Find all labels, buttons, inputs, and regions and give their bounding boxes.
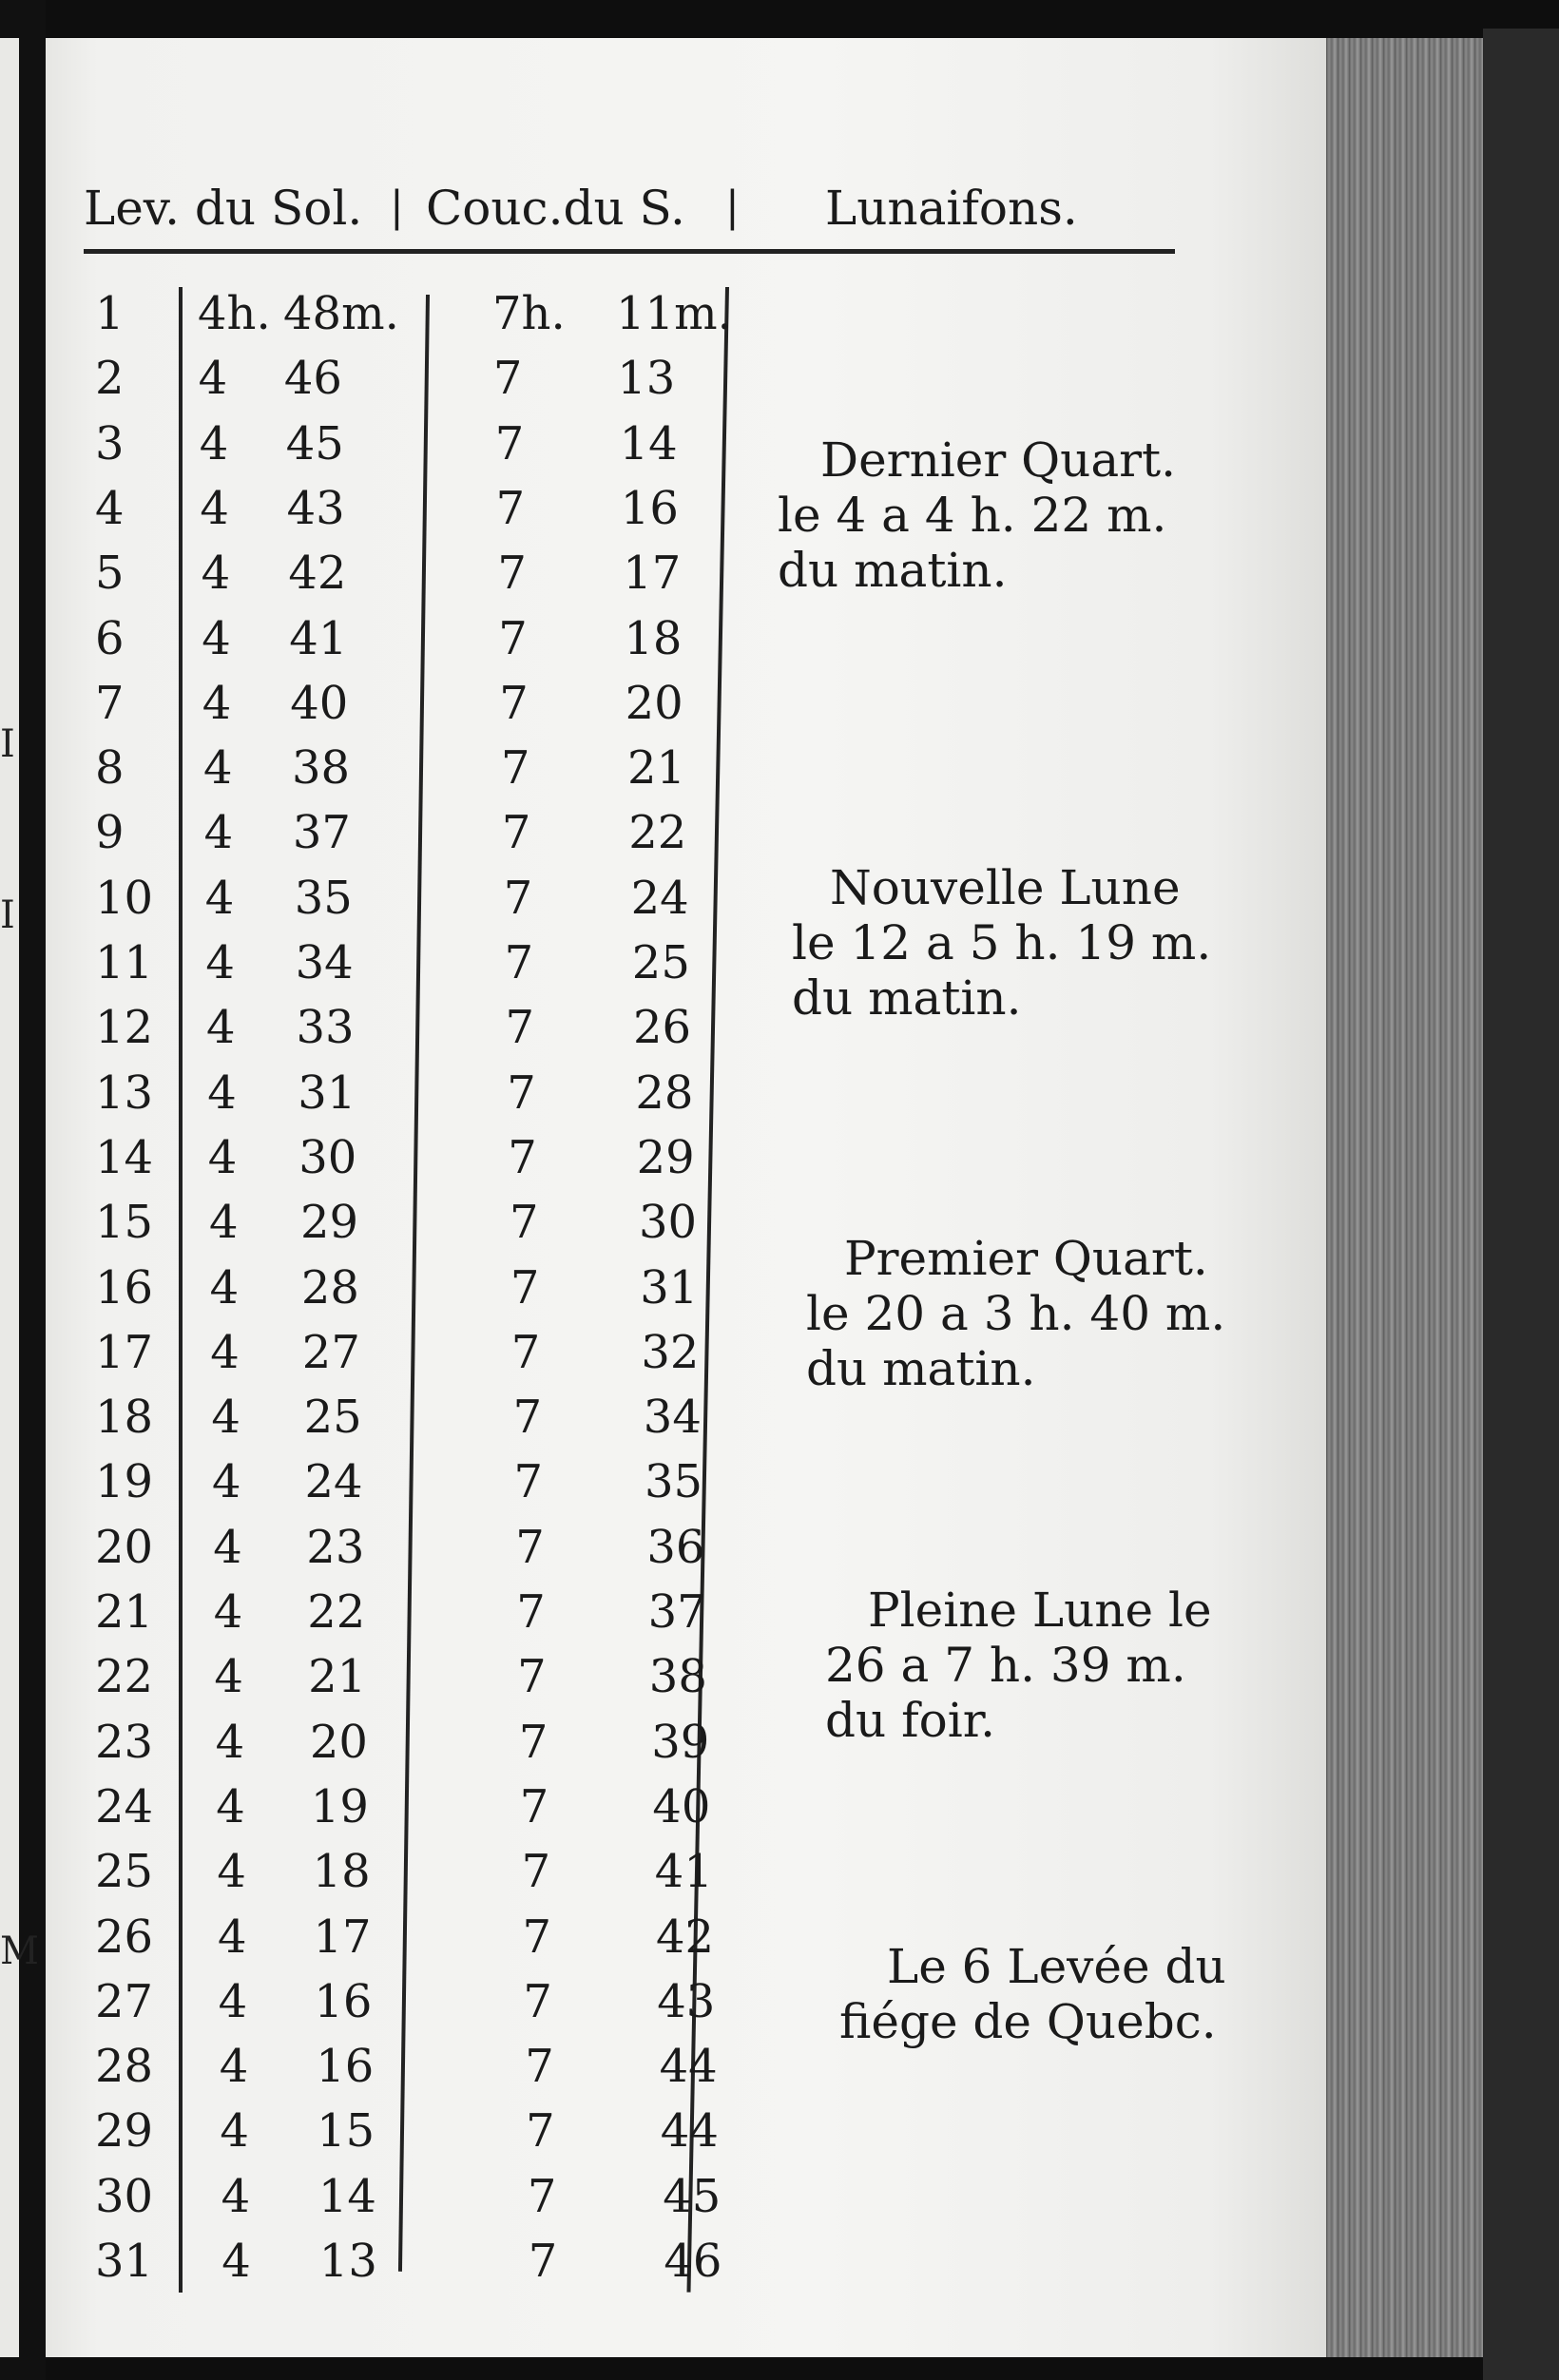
day-cell: 14 xyxy=(95,1130,154,1184)
day-cell: 16 xyxy=(95,1260,154,1315)
day-cell: 7 xyxy=(95,676,125,730)
sunrise-hour-cell: 4 xyxy=(207,1065,237,1120)
day-cell: 23 xyxy=(95,1715,154,1769)
sunset-hour-cell: 7 xyxy=(507,1065,536,1120)
sunrise-hour-cell: 4 xyxy=(202,611,231,665)
sunrise-minute-cell: 42 xyxy=(288,547,347,601)
sunset-minute-cell: 22 xyxy=(628,806,687,860)
table-row xyxy=(46,1455,1338,1522)
table-row xyxy=(46,1066,1338,1133)
sunrise-hour-cell: 4h. xyxy=(198,287,271,340)
sunset-hour-cell: 7 xyxy=(501,806,531,860)
phase-line: le 20 a 3 h. 40 m. xyxy=(806,1286,1226,1341)
sunset-hour-cell: 7 xyxy=(513,1455,544,1509)
sunset-minute-cell: 16 xyxy=(620,481,679,535)
sunset-hour-cell: 7 xyxy=(498,611,528,665)
day-cell: 26 xyxy=(95,1910,154,1964)
sunset-minute-cell: 25 xyxy=(631,936,690,989)
day-cell: 11 xyxy=(95,936,154,989)
margin-letter: I xyxy=(0,722,15,766)
sunset-hour-cell: 7 xyxy=(504,936,534,989)
sunrise-hour-cell: 4 xyxy=(212,1455,241,1509)
phase-line: du matin. xyxy=(778,543,1008,598)
day-cell: 27 xyxy=(95,1974,154,2028)
day-cell: 28 xyxy=(95,2040,154,2094)
day-cell: 3 xyxy=(95,416,125,470)
phase-line: fiége de Quebc. xyxy=(839,1994,1217,2049)
day-cell: 19 xyxy=(95,1455,154,1509)
day-cell: 24 xyxy=(95,1779,154,1833)
sunrise-minute-cell: 31 xyxy=(298,1065,356,1120)
day-cell: 22 xyxy=(95,1650,154,1704)
sunset-hour-cell: 7 xyxy=(508,1130,537,1184)
sunset-minute-cell: 36 xyxy=(646,1520,705,1574)
sunrise-minute-cell: 40 xyxy=(290,676,349,730)
sunrise-minute-cell: 38 xyxy=(292,741,351,796)
phase-line: du matin. xyxy=(792,970,1022,1026)
day-cell: 21 xyxy=(95,1585,154,1639)
sunset-hour-cell: 7 xyxy=(518,1715,549,1769)
sunrise-hour-cell: 4 xyxy=(201,547,231,601)
sunset-hour-cell: 7 xyxy=(528,2235,558,2288)
sunrise-minute-cell: 28 xyxy=(300,1260,359,1315)
sunrise-minute-cell: 25 xyxy=(303,1391,362,1445)
day-cell: 12 xyxy=(95,1001,154,1055)
sunset-hour-cell: 7 xyxy=(527,2169,557,2223)
sunrise-hour-cell: 4 xyxy=(217,1845,246,1899)
table-row xyxy=(46,1131,1338,1198)
sunrise-hour-cell: 4 xyxy=(200,481,229,535)
sunset-minute-cell: 28 xyxy=(635,1065,694,1120)
table-row xyxy=(46,2170,1338,2236)
day-cell: 25 xyxy=(95,1845,154,1899)
sunset-minute-cell: 44 xyxy=(660,2104,719,2159)
sunset-hour-cell: 7 xyxy=(510,1260,540,1315)
sunrise-minute-cell: 20 xyxy=(309,1715,368,1769)
sunrise-minute-cell: 15 xyxy=(317,2104,375,2159)
sunrise-hour-cell: 4 xyxy=(203,741,233,796)
table-row xyxy=(46,1391,1338,1457)
phase-line: le 4 a 4 h. 22 m. xyxy=(778,488,1167,543)
phase-line: Premier Quart. xyxy=(844,1231,1208,1286)
sunrise-minute-cell: 22 xyxy=(307,1585,366,1639)
table-row xyxy=(46,741,1338,808)
day-cell: 13 xyxy=(95,1065,154,1120)
sunrise-hour-cell: 4 xyxy=(210,1325,240,1379)
sunrise-minute-cell: 17 xyxy=(313,1910,372,1964)
sunrise-minute-cell: 33 xyxy=(296,1001,355,1055)
sunrise-hour-cell: 4 xyxy=(220,2104,249,2159)
sunset-hour-cell: 7 xyxy=(525,2040,554,2094)
header-sunrise: Lev. du Sol. xyxy=(84,181,363,236)
sunset-minute-cell: 14 xyxy=(619,416,678,470)
sunrise-hour-cell: 4 xyxy=(206,1001,236,1055)
day-cell: 6 xyxy=(95,611,125,665)
sunrise-hour-cell: 4 xyxy=(204,871,235,925)
day-cell: 2 xyxy=(95,352,125,406)
sunset-hour-cell: 7 xyxy=(505,1001,535,1055)
sunrise-minute-cell: 19 xyxy=(310,1779,369,1833)
sunset-hour-cell: 7 xyxy=(499,676,529,730)
sunrise-hour-cell: 4 xyxy=(218,1910,247,1964)
day-cell: 9 xyxy=(95,806,125,860)
sunset-hour-cell: 7 xyxy=(510,1325,541,1379)
sunrise-minute-cell: 34 xyxy=(295,936,354,989)
sunset-minute-cell: 34 xyxy=(643,1391,702,1445)
sunrise-hour-cell: 4 xyxy=(211,1391,241,1445)
sunrise-hour-cell: 4 xyxy=(218,1974,248,2028)
header-rule xyxy=(84,249,1175,254)
sunset-minute-cell: 24 xyxy=(630,871,689,925)
sunset-hour-cell: 7 xyxy=(521,1845,551,1899)
sunset-hour-cell: 7 xyxy=(501,741,530,796)
sunset-hour-cell: 7 xyxy=(526,2104,555,2159)
sunrise-minute-cell: 14 xyxy=(318,2169,376,2223)
phase-line: Dernier Quart. xyxy=(820,432,1177,488)
sunset-hour-cell: 7 xyxy=(523,1974,552,2028)
phase-line: du foir. xyxy=(825,1693,996,1748)
table-row xyxy=(46,1845,1338,1911)
sunset-hour-cell: 7 xyxy=(516,1585,546,1639)
sunset-hour-cell: 7h. xyxy=(492,287,566,340)
note-siege-quebec xyxy=(839,1939,1226,2049)
sunset-minute-cell: 17 xyxy=(623,547,682,601)
table-row xyxy=(46,2104,1338,2171)
day-cell: 8 xyxy=(95,741,125,796)
sunset-hour-cell: 7 xyxy=(517,1650,547,1704)
margin-letter: I xyxy=(0,893,15,937)
sunrise-minute-cell: 23 xyxy=(306,1520,365,1574)
header-sunset: Couc.du S. xyxy=(426,181,685,236)
day-cell: 4 xyxy=(95,481,125,535)
phase-line: Nouvelle Lune xyxy=(830,860,1181,915)
phase-line: Le 6 Levée du xyxy=(887,1939,1226,1994)
phase-line: 26 a 7 h. 39 m. xyxy=(825,1638,1186,1693)
sunrise-minute-cell: 21 xyxy=(308,1650,367,1704)
table-row xyxy=(46,2235,1338,2301)
sunset-minute-cell: 38 xyxy=(648,1650,707,1704)
sunset-minute-cell: 46 xyxy=(664,2235,722,2288)
day-cell: 1 xyxy=(95,287,125,340)
sunrise-minute-cell: 41 xyxy=(289,611,348,665)
sunrise-hour-cell: 4 xyxy=(216,1779,245,1833)
sunset-minute-cell: 26 xyxy=(633,1001,692,1055)
sunrise-minute-cell: 48m. xyxy=(283,287,399,340)
sunset-minute-cell: 42 xyxy=(656,1910,715,1964)
sunrise-minute-cell: 45 xyxy=(285,416,344,470)
phase-first-quarter xyxy=(806,1231,1225,1396)
sunrise-minute-cell: 16 xyxy=(314,1974,373,2028)
day-cell: 18 xyxy=(95,1391,154,1445)
day-cell: 15 xyxy=(95,1196,154,1250)
sunrise-hour-cell: 4 xyxy=(199,416,229,470)
sunrise-hour-cell: 4 xyxy=(221,2169,251,2223)
sunrise-hour-cell: 4 xyxy=(202,676,232,730)
sunset-hour-cell: 7 xyxy=(497,547,527,601)
day-cell: 29 xyxy=(95,2104,154,2159)
sunrise-hour-cell: 4 xyxy=(203,806,234,860)
table-row xyxy=(46,2040,1338,2106)
table-row xyxy=(46,287,1338,354)
sunrise-hour-cell: 4 xyxy=(213,1585,243,1639)
sunset-minute-cell: 11m. xyxy=(616,287,732,340)
table-row xyxy=(46,677,1338,743)
margin-letter: M xyxy=(0,1929,39,1973)
sunset-hour-cell: 7 xyxy=(503,871,533,925)
sunrise-hour-cell: 4 xyxy=(215,1715,245,1769)
sunrise-minute-cell: 27 xyxy=(301,1325,360,1379)
sunrise-hour-cell: 4 xyxy=(213,1520,242,1574)
sunset-hour-cell: 7 xyxy=(519,1779,549,1833)
day-cell: 5 xyxy=(95,547,125,601)
sunrise-minute-cell: 24 xyxy=(304,1455,363,1509)
table-row xyxy=(46,1521,1338,1587)
header-separator: | xyxy=(725,182,740,231)
header-lunations: Lunaifons. xyxy=(825,181,1078,236)
sunrise-minute-cell: 16 xyxy=(316,2040,375,2094)
sunrise-hour-cell: 4 xyxy=(209,1196,239,1250)
table-row xyxy=(46,612,1338,679)
sunset-minute-cell: 32 xyxy=(641,1325,700,1379)
phase-line: le 12 a 5 h. 19 m. xyxy=(792,915,1212,970)
day-cell: 31 xyxy=(95,2235,154,2288)
sunset-minute-cell: 20 xyxy=(625,676,683,730)
sunset-minute-cell: 21 xyxy=(627,741,686,796)
sunset-hour-cell: 7 xyxy=(495,481,526,535)
sunrise-minute-cell: 46 xyxy=(283,352,342,406)
sunset-minute-cell: 31 xyxy=(640,1260,699,1315)
almanac-page xyxy=(46,38,1338,2357)
sunset-hour-cell: 7 xyxy=(492,352,523,406)
sunrise-minute-cell: 18 xyxy=(312,1845,371,1899)
sunrise-minute-cell: 13 xyxy=(318,2235,377,2288)
phase-full-moon xyxy=(825,1583,1212,1748)
sunset-minute-cell: 44 xyxy=(659,2040,718,2094)
sunset-minute-cell: 13 xyxy=(617,352,676,406)
phase-line: du matin. xyxy=(806,1341,1036,1396)
sunset-minute-cell: 43 xyxy=(657,1974,716,2028)
sunrise-hour-cell: 4 xyxy=(205,936,235,989)
sunrise-minute-cell: 43 xyxy=(286,481,345,535)
table-row xyxy=(46,1780,1338,1847)
sunset-minute-cell: 45 xyxy=(663,2169,722,2223)
sunset-hour-cell: 7 xyxy=(510,1196,539,1250)
sunrise-hour-cell: 4 xyxy=(214,1650,243,1704)
sunset-minute-cell: 37 xyxy=(647,1585,706,1639)
sunrise-minute-cell: 29 xyxy=(300,1196,359,1250)
day-cell: 17 xyxy=(95,1325,154,1379)
sunrise-minute-cell: 30 xyxy=(298,1130,357,1184)
sunrise-hour-cell: 4 xyxy=(207,1130,238,1184)
sunset-hour-cell: 7 xyxy=(512,1391,543,1445)
sunset-minute-cell: 30 xyxy=(639,1196,698,1250)
facing-page-edge xyxy=(0,38,39,2357)
sunrise-minute-cell: 35 xyxy=(294,871,353,925)
day-cell: 30 xyxy=(95,2169,154,2223)
sunrise-hour-cell: 4 xyxy=(198,352,228,406)
background-dark xyxy=(1483,29,1559,2380)
header-separator: | xyxy=(390,182,404,231)
sunrise-hour-cell: 4 xyxy=(219,2040,249,2094)
sunset-minute-cell: 29 xyxy=(636,1130,695,1184)
phase-line: Pleine Lune le xyxy=(868,1583,1212,1638)
sunset-minute-cell: 40 xyxy=(652,1779,711,1833)
sunrise-hour-cell: 4 xyxy=(209,1260,240,1315)
sunset-minute-cell: 35 xyxy=(645,1455,703,1509)
sunset-minute-cell: 41 xyxy=(654,1845,713,1899)
sunset-hour-cell: 7 xyxy=(515,1520,545,1574)
sunset-hour-cell: 7 xyxy=(494,416,525,470)
sunset-hour-cell: 7 xyxy=(522,1910,552,1964)
phase-new-moon xyxy=(792,860,1211,1026)
sunrise-hour-cell: 4 xyxy=(221,2235,251,2288)
day-cell: 10 xyxy=(95,871,154,925)
table-row xyxy=(46,352,1338,418)
sunset-minute-cell: 39 xyxy=(651,1715,710,1769)
phase-last-quarter xyxy=(778,432,1176,598)
sunset-minute-cell: 18 xyxy=(624,611,683,665)
day-cell: 20 xyxy=(95,1520,154,1574)
sunrise-minute-cell: 37 xyxy=(292,806,351,860)
